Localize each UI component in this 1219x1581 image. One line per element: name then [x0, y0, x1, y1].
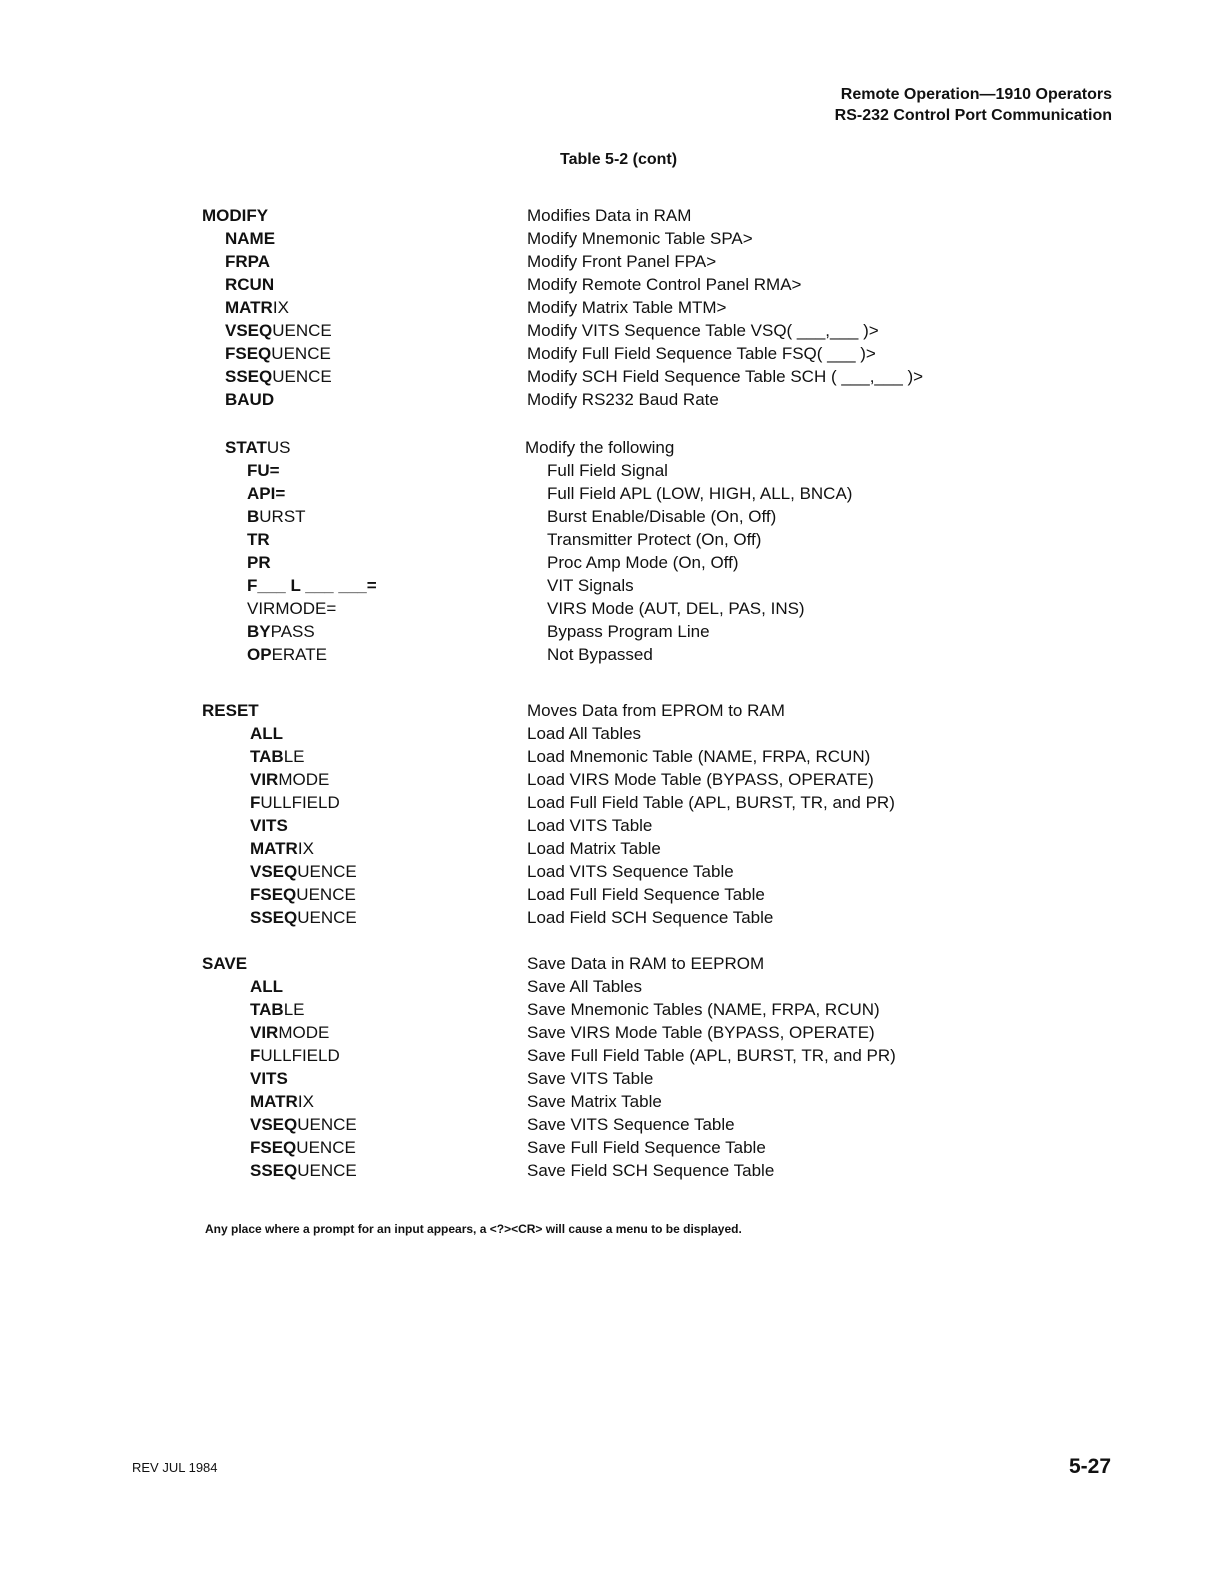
command-abbrev: PR: [247, 553, 271, 572]
command-abbrev: VITS: [250, 1069, 288, 1088]
table-row: [0, 1090, 1219, 1113]
table-row: [0, 597, 1219, 620]
command-description: Load All Tables: [527, 724, 642, 743]
command-keyword: [247, 643, 327, 666]
table-row: [0, 342, 1219, 365]
table-row: [0, 814, 1219, 837]
command-description: Load VIRS Mode Table (BYPASS, OPERATE): [527, 770, 874, 789]
command-rest: ULLFIELD: [260, 793, 340, 812]
command-description: Modify the following: [525, 438, 675, 457]
command-description: Save VITS Table: [527, 1069, 654, 1088]
command-keyword: [250, 1090, 314, 1113]
command-description: Modifies Data in RAM: [527, 206, 692, 225]
command-description: VIT Signals: [547, 576, 634, 595]
command-description: Burst Enable/Disable (On, Off): [547, 507, 777, 526]
table-row: [0, 250, 1219, 273]
command-abbrev: B: [247, 507, 260, 526]
command-keyword: [247, 620, 315, 643]
command-keyword: [202, 952, 247, 975]
table-row: [0, 436, 1219, 459]
command-description: Load Field SCH Sequence Table: [527, 908, 774, 927]
command-abbrev: NAME: [225, 229, 276, 248]
command-keyword: [250, 722, 283, 745]
command-keyword: [250, 1044, 340, 1067]
command-rest: MODE: [278, 1023, 330, 1042]
command-rest: VIRMODE=: [247, 599, 337, 618]
command-keyword: [225, 436, 291, 459]
command-rest: UENCE: [271, 344, 331, 363]
table-row: [0, 574, 1219, 597]
command-abbrev: MODIFY: [202, 206, 269, 225]
command-abbrev: TR: [247, 530, 270, 549]
command-description: Save Full Field Table (APL, BURST, TR, and PR): [527, 1046, 896, 1065]
table-row: [0, 459, 1219, 482]
command-abbrev: FSEQ: [250, 885, 297, 904]
command-keyword: [247, 597, 336, 620]
table-row: [0, 837, 1219, 860]
command-abbrev: BAUD: [225, 390, 275, 409]
command-keyword: [225, 250, 270, 273]
table-row: [0, 643, 1219, 666]
command-abbrev: SSEQ: [250, 1161, 298, 1180]
command-keyword: [225, 273, 274, 296]
command-keyword: [247, 574, 377, 597]
header-line-2: RS-232 Control Port Communication: [834, 107, 1112, 124]
command-description: Save Field SCH Sequence Table: [527, 1161, 775, 1180]
command-description: Save All Tables: [527, 977, 642, 996]
command-keyword: [250, 906, 357, 929]
table-row: [0, 528, 1219, 551]
command-description: Load VITS Table: [527, 816, 653, 835]
command-rest: UENCE: [297, 1161, 357, 1180]
command-description: Transmitter Protect (On, Off): [547, 530, 762, 549]
table-row: [0, 296, 1219, 319]
command-rest: MODE: [278, 770, 330, 789]
command-abbrev: TAB: [250, 1000, 284, 1019]
command-keyword: [225, 296, 289, 319]
command-description: Save Mnemonic Tables (NAME, FRPA, RCUN): [527, 1000, 880, 1019]
command-rest: IX: [272, 298, 289, 317]
command-description: Bypass Program Line: [547, 622, 710, 641]
command-description: Modify Full Field Sequence Table FSQ( ___ )>: [527, 344, 876, 363]
command-keyword: [225, 388, 274, 411]
command-keyword: [250, 1136, 356, 1159]
table-row: [0, 482, 1219, 505]
command-abbrev: STAT: [225, 438, 267, 457]
command-keyword: [202, 699, 259, 722]
table-row: [0, 1159, 1219, 1182]
table-row: [0, 745, 1219, 768]
command-abbrev: SAVE: [202, 954, 248, 973]
command-abbrev: F: [250, 1046, 261, 1065]
command-keyword: [250, 1021, 329, 1044]
command-keyword: [250, 837, 314, 860]
header-line-1: Remote Operation—1910 Operators: [840, 86, 1112, 103]
command-description: Save Matrix Table: [527, 1092, 662, 1111]
command-rest: ERATE: [271, 645, 327, 664]
command-description: Load Full Field Table (APL, BURST, TR, and PR): [527, 793, 895, 812]
command-keyword: [250, 814, 288, 837]
command-rest: ULLFIELD: [260, 1046, 340, 1065]
command-keyword: [247, 551, 271, 574]
command-rest: IX: [297, 1092, 314, 1111]
command-rest: UENCE: [296, 1138, 356, 1157]
command-keyword: [225, 319, 332, 342]
command-abbrev: VSEQ: [250, 1115, 298, 1134]
command-keyword: [250, 768, 329, 791]
table-row: [0, 1113, 1219, 1136]
command-abbrev: FSEQ: [225, 344, 272, 363]
command-description: Modify Front Panel FPA>: [527, 252, 717, 271]
revision-date: REV JUL 1984: [132, 1460, 218, 1475]
table-row: [0, 998, 1219, 1021]
command-keyword: [247, 505, 306, 528]
command-rest: UENCE: [272, 321, 332, 340]
table-row: [0, 505, 1219, 528]
command-keyword: [247, 482, 285, 505]
command-keyword: [250, 1159, 357, 1182]
command-keyword: [250, 1067, 288, 1090]
command-description: Full Field APL (LOW, HIGH, ALL, BNCA): [547, 484, 853, 503]
table-row: [0, 1136, 1219, 1159]
command-description: Modify Remote Control Panel RMA>: [527, 275, 802, 294]
table-title: Table 5-2 (cont): [560, 151, 678, 168]
command-description: Modify SCH Field Sequence Table SCH ( ___,___ )>: [527, 367, 924, 386]
command-rest: URST: [259, 507, 306, 526]
command-keyword: [247, 459, 280, 482]
command-description: Not Bypassed: [547, 645, 653, 664]
table-row: [0, 551, 1219, 574]
command-rest: US: [266, 438, 291, 457]
command-description: Load VITS Sequence Table: [527, 862, 734, 881]
command-abbrev: MATR: [225, 298, 273, 317]
table-row: [0, 1067, 1219, 1090]
command-abbrev: F: [250, 793, 261, 812]
command-description: Proc Amp Mode (On, Off): [547, 553, 739, 572]
table-row: [0, 227, 1219, 250]
table-row: [0, 1021, 1219, 1044]
table-row: [0, 1044, 1219, 1067]
command-abbrev: ALL: [250, 977, 284, 996]
table-row: [0, 388, 1219, 411]
command-keyword: [225, 342, 331, 365]
table-row: [0, 952, 1219, 975]
command-description: Load Mnemonic Table (NAME, FRPA, RCUN): [527, 747, 871, 766]
table-row: [0, 791, 1219, 814]
command-abbrev: TAB: [250, 747, 284, 766]
command-description: Modify Mnemonic Table SPA>: [527, 229, 753, 248]
command-abbrev: F___ L ___ ___=: [247, 576, 377, 595]
command-abbrev: VSEQ: [225, 321, 273, 340]
command-abbrev: OP: [247, 645, 272, 664]
table-row: [0, 722, 1219, 745]
command-keyword: [250, 745, 304, 768]
table-row: [0, 699, 1219, 722]
table-row: [0, 906, 1219, 929]
command-keyword: [250, 975, 283, 998]
command-abbrev: FSEQ: [250, 1138, 297, 1157]
command-keyword: [247, 528, 270, 551]
table-row: [0, 975, 1219, 998]
command-rest: IX: [297, 839, 314, 858]
table-row: [0, 204, 1219, 227]
command-description: Save Data in RAM to EEPROM: [527, 954, 765, 973]
table-row: [0, 365, 1219, 388]
command-description: Save Full Field Sequence Table: [527, 1138, 766, 1157]
command-rest: UENCE: [297, 908, 357, 927]
command-keyword: [250, 791, 340, 814]
command-abbrev: MATR: [250, 839, 298, 858]
command-abbrev: MATR: [250, 1092, 298, 1111]
command-description: VIRS Mode (AUT, DEL, PAS, INS): [547, 599, 805, 618]
command-abbrev: SSEQ: [225, 367, 273, 386]
command-abbrev: VSEQ: [250, 862, 298, 881]
table-row: [0, 620, 1219, 643]
command-abbrev: RCUN: [225, 275, 275, 294]
command-keyword: [225, 365, 332, 388]
command-description: Modify RS232 Baud Rate: [527, 390, 719, 409]
command-abbrev: RESET: [202, 701, 259, 720]
command-description: Save VITS Sequence Table: [527, 1115, 735, 1134]
command-abbrev: BY: [247, 622, 271, 641]
command-description: Load Matrix Table: [527, 839, 661, 858]
table-row: [0, 319, 1219, 342]
command-rest: LE: [283, 747, 305, 766]
command-description: Full Field Signal: [547, 461, 668, 480]
command-abbrev: FRPA: [225, 252, 271, 271]
command-keyword: [250, 1113, 357, 1136]
command-abbrev: VIR: [250, 1023, 279, 1042]
table-row: [0, 860, 1219, 883]
command-rest: LE: [283, 1000, 305, 1019]
command-rest: UENCE: [272, 367, 332, 386]
command-description: Modify VITS Sequence Table VSQ( ___,___ )>: [527, 321, 879, 340]
footnote: Any place where a prompt for an input appears, a <?><CR> will cause a menu to be displayed.: [205, 1222, 742, 1236]
command-abbrev: ALL: [250, 724, 284, 743]
page-number: 5-27: [1068, 1455, 1111, 1478]
command-keyword: [250, 883, 356, 906]
command-abbrev: SSEQ: [250, 908, 298, 927]
command-rest: UENCE: [297, 862, 357, 881]
command-keyword: [202, 204, 268, 227]
table-row: [0, 273, 1219, 296]
command-keyword: [250, 860, 357, 883]
command-rest: UENCE: [296, 885, 356, 904]
command-abbrev: VITS: [250, 816, 288, 835]
command-rest: UENCE: [297, 1115, 357, 1134]
command-abbrev: API=: [247, 484, 286, 503]
command-description: Moves Data from EPROM to RAM: [527, 701, 785, 720]
command-rest: PASS: [270, 622, 315, 641]
command-keyword: [250, 998, 304, 1021]
command-description: Load Full Field Sequence Table: [527, 885, 765, 904]
command-description: Modify Matrix Table MTM>: [527, 298, 727, 317]
table-row: [0, 768, 1219, 791]
table-row: [0, 883, 1219, 906]
command-description: Save VIRS Mode Table (BYPASS, OPERATE): [527, 1023, 875, 1042]
command-abbrev: VIR: [250, 770, 279, 789]
command-abbrev: FU=: [247, 461, 280, 480]
command-keyword: [225, 227, 275, 250]
